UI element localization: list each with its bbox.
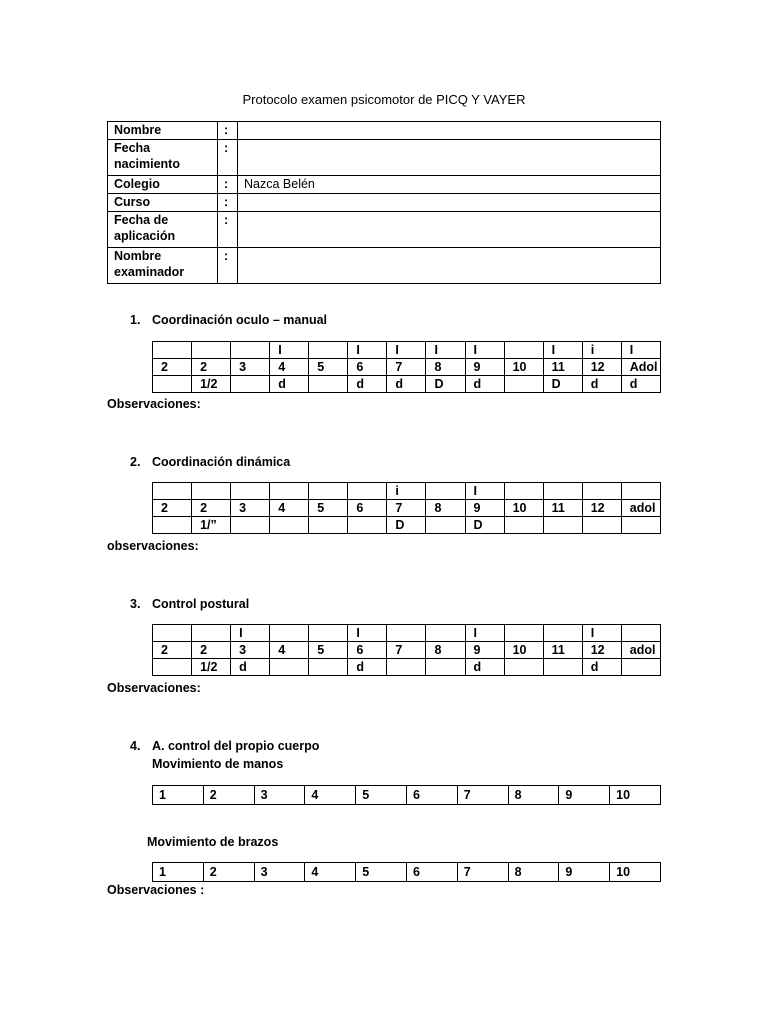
grid-cell <box>543 483 582 500</box>
info-value-colegio[interactable]: Nazca Belén <box>238 176 661 194</box>
grid-cell: 5 <box>309 500 348 517</box>
info-colon: : <box>218 194 238 212</box>
section-1-heading <box>130 311 327 329</box>
section-4-subtitle-manos: Movimiento de manos <box>152 757 284 771</box>
grid-cell: 7 <box>457 863 508 882</box>
grid-cell <box>543 625 582 642</box>
section-4-grid-manos <box>152 785 661 805</box>
grid-cell <box>582 517 621 534</box>
grid-cell <box>192 625 231 642</box>
info-label <box>108 212 218 248</box>
section-title: Coordinación oculo – manual <box>152 313 328 327</box>
info-value-nombre-examinador[interactable] <box>238 248 661 284</box>
grid-cell: 7 <box>387 642 426 659</box>
grid-cell: 1/” <box>192 517 231 534</box>
grid-cell: 2 <box>192 500 231 517</box>
section-4-subtitle-brazos: Movimiento de brazos <box>147 835 279 849</box>
section-4-observations: Observaciones : <box>107 883 205 897</box>
info-label-line: Fecha de <box>114 213 169 227</box>
grid-row <box>153 863 661 882</box>
grid-cell <box>348 483 387 500</box>
grid-cell <box>192 483 231 500</box>
grid-cell <box>270 659 309 676</box>
grid-cell: I <box>621 342 660 359</box>
grid-cell: 2 <box>153 500 192 517</box>
info-label: Curso <box>108 194 218 212</box>
section-3-observations: Observaciones: <box>107 681 201 695</box>
grid-row <box>153 786 661 805</box>
grid-cell <box>153 376 192 393</box>
grid-cell: 11 <box>543 359 582 376</box>
info-row-nombre-examinador <box>108 248 661 284</box>
grid-cell: 10 <box>610 863 661 882</box>
grid-cell <box>504 625 543 642</box>
grid-cell <box>192 342 231 359</box>
grid-cell: 8 <box>426 359 465 376</box>
grid-cell <box>153 659 192 676</box>
grid-cell <box>621 483 660 500</box>
grid-cell: 6 <box>348 500 387 517</box>
grid-cell <box>231 342 270 359</box>
info-value-fecha-aplicacion[interactable] <box>238 212 661 248</box>
section-4-heading <box>130 737 319 755</box>
grid-cell <box>270 625 309 642</box>
grid-cell: 3 <box>231 642 270 659</box>
section-title: A. control del propio cuerpo <box>152 739 320 753</box>
grid-cell <box>543 517 582 534</box>
grid-cell: 8 <box>426 642 465 659</box>
grid-cell <box>153 517 192 534</box>
grid-cell: d <box>270 376 309 393</box>
info-row-nombre <box>108 122 661 140</box>
section-number: 3. <box>130 597 141 611</box>
grid-cell: 10 <box>504 359 543 376</box>
grid-cell: 2 <box>153 359 192 376</box>
grid-cell: 9 <box>465 642 504 659</box>
grid-cell <box>504 659 543 676</box>
grid-cell: 2 <box>203 863 254 882</box>
grid-cell: i <box>582 342 621 359</box>
section-4-grid-brazos <box>152 862 661 882</box>
grid-cell: 4 <box>270 500 309 517</box>
grid-cell: d <box>465 376 504 393</box>
grid-cell: 4 <box>270 359 309 376</box>
grid-cell: 5 <box>356 786 407 805</box>
grid-cell: 1 <box>153 786 204 805</box>
grid-cell <box>309 342 348 359</box>
grid-row <box>153 625 661 642</box>
grid-cell <box>504 483 543 500</box>
info-row-curso <box>108 194 661 212</box>
grid-cell <box>309 517 348 534</box>
grid-cell: 1/2 <box>192 376 231 393</box>
grid-cell: 11 <box>543 500 582 517</box>
info-colon: : <box>218 140 238 176</box>
grid-cell: 3 <box>254 863 305 882</box>
grid-cell: 3 <box>231 500 270 517</box>
grid-cell <box>582 483 621 500</box>
grid-cell: D <box>465 517 504 534</box>
section-title: Control postural <box>152 597 250 611</box>
grid-cell: 2 <box>153 642 192 659</box>
grid-cell <box>504 376 543 393</box>
grid-cell <box>348 517 387 534</box>
grid-cell: 12 <box>582 500 621 517</box>
section-number: 4. <box>130 739 141 753</box>
grid-cell: I <box>465 483 504 500</box>
grid-row <box>153 659 661 676</box>
info-colon: : <box>218 176 238 194</box>
section-1-grid <box>152 341 661 393</box>
grid-cell: 1 <box>153 863 204 882</box>
info-label-line: Nombre <box>114 249 162 263</box>
grid-cell: 5 <box>309 359 348 376</box>
grid-cell: 2 <box>192 359 231 376</box>
grid-cell <box>153 342 192 359</box>
section-3-grid <box>152 624 661 676</box>
grid-cell: I <box>348 342 387 359</box>
grid-cell: 10 <box>504 642 543 659</box>
grid-cell: d <box>231 659 270 676</box>
grid-cell: 6 <box>348 359 387 376</box>
grid-cell <box>426 659 465 676</box>
info-label: Colegio <box>108 176 218 194</box>
grid-cell: I <box>270 342 309 359</box>
grid-cell: d <box>465 659 504 676</box>
grid-cell: I <box>387 342 426 359</box>
grid-row <box>153 517 661 534</box>
grid-cell: 5 <box>309 642 348 659</box>
grid-cell <box>621 625 660 642</box>
grid-cell: 1/2 <box>192 659 231 676</box>
grid-cell: 2 <box>203 786 254 805</box>
grid-cell <box>231 517 270 534</box>
grid-cell: 10 <box>504 500 543 517</box>
grid-cell: I <box>348 625 387 642</box>
grid-cell: 7 <box>387 500 426 517</box>
section-2-observations: observaciones: <box>107 539 199 553</box>
grid-cell: 9 <box>559 786 610 805</box>
info-label <box>108 248 218 284</box>
grid-cell: 10 <box>610 786 661 805</box>
grid-cell <box>426 483 465 500</box>
info-value-nombre[interactable] <box>238 122 661 140</box>
section-number: 2. <box>130 455 141 469</box>
grid-row <box>153 342 661 359</box>
grid-cell: d <box>387 376 426 393</box>
info-value-curso[interactable] <box>238 194 661 212</box>
section-number: 1. <box>130 313 141 327</box>
grid-row <box>153 500 661 517</box>
grid-cell: 8 <box>508 863 559 882</box>
info-label-line: examinador <box>114 265 185 279</box>
info-table <box>107 121 661 284</box>
section-2-grid <box>152 482 661 534</box>
grid-cell: 12 <box>582 359 621 376</box>
grid-cell: Adol <box>621 359 660 376</box>
grid-cell <box>270 483 309 500</box>
section-3-heading <box>130 595 249 613</box>
grid-cell <box>621 659 660 676</box>
grid-cell <box>387 659 426 676</box>
page-title: Protocolo examen psicomotor de PICQ Y VAYER <box>242 92 526 107</box>
info-colon: : <box>218 212 238 248</box>
grid-cell: 7 <box>457 786 508 805</box>
info-row-colegio <box>108 176 661 194</box>
grid-cell: d <box>582 376 621 393</box>
section-2-heading <box>130 453 290 471</box>
grid-cell <box>309 483 348 500</box>
grid-cell: I <box>543 342 582 359</box>
grid-cell: 2 <box>192 642 231 659</box>
info-label-line: Fecha <box>114 141 151 155</box>
grid-cell: d <box>582 659 621 676</box>
grid-cell <box>504 342 543 359</box>
info-colon: : <box>218 122 238 140</box>
info-row-fecha-aplicacion <box>108 212 661 248</box>
grid-cell: 6 <box>406 786 457 805</box>
grid-cell <box>231 376 270 393</box>
grid-cell: 4 <box>305 863 356 882</box>
grid-cell <box>621 517 660 534</box>
grid-cell: D <box>543 376 582 393</box>
grid-cell: 4 <box>305 786 356 805</box>
grid-cell: I <box>426 342 465 359</box>
grid-cell <box>387 625 426 642</box>
grid-cell: 5 <box>356 863 407 882</box>
grid-cell <box>504 517 543 534</box>
grid-cell: i <box>387 483 426 500</box>
grid-cell <box>543 659 582 676</box>
grid-cell: I <box>465 625 504 642</box>
grid-cell: I <box>582 625 621 642</box>
info-colon: : <box>218 248 238 284</box>
grid-cell: adol <box>621 500 660 517</box>
grid-cell <box>309 659 348 676</box>
grid-row <box>153 483 661 500</box>
grid-cell: adol <box>621 642 660 659</box>
grid-cell: 9 <box>559 863 610 882</box>
grid-cell <box>231 483 270 500</box>
grid-cell: 6 <box>348 642 387 659</box>
grid-cell <box>270 517 309 534</box>
grid-cell <box>426 517 465 534</box>
info-label: Nombre <box>108 122 218 140</box>
grid-cell: D <box>387 517 426 534</box>
info-label-line: nacimiento <box>114 157 180 171</box>
section-1-observations: Observaciones: <box>107 397 201 411</box>
grid-cell <box>426 625 465 642</box>
grid-row <box>153 359 661 376</box>
grid-cell: 9 <box>465 500 504 517</box>
info-value-fecha-nacimiento[interactable] <box>238 140 661 176</box>
grid-cell: 6 <box>406 863 457 882</box>
grid-cell: I <box>231 625 270 642</box>
grid-cell: 8 <box>508 786 559 805</box>
info-label <box>108 140 218 176</box>
grid-cell: 8 <box>426 500 465 517</box>
section-title: Coordinación dinámica <box>152 455 291 469</box>
grid-cell: 11 <box>543 642 582 659</box>
grid-cell: 12 <box>582 642 621 659</box>
grid-cell: 7 <box>387 359 426 376</box>
grid-cell: 3 <box>231 359 270 376</box>
grid-cell <box>153 483 192 500</box>
grid-cell: 3 <box>254 786 305 805</box>
grid-cell: D <box>426 376 465 393</box>
grid-cell: d <box>348 659 387 676</box>
grid-cell: d <box>348 376 387 393</box>
grid-cell: 4 <box>270 642 309 659</box>
grid-cell: d <box>621 376 660 393</box>
grid-row <box>153 376 661 393</box>
grid-cell <box>309 625 348 642</box>
grid-cell: 9 <box>465 359 504 376</box>
info-label-line: aplicación <box>114 229 176 243</box>
grid-cell: I <box>465 342 504 359</box>
grid-cell <box>309 376 348 393</box>
grid-cell <box>153 625 192 642</box>
grid-row <box>153 642 661 659</box>
info-row-fecha-nacimiento <box>108 140 661 176</box>
